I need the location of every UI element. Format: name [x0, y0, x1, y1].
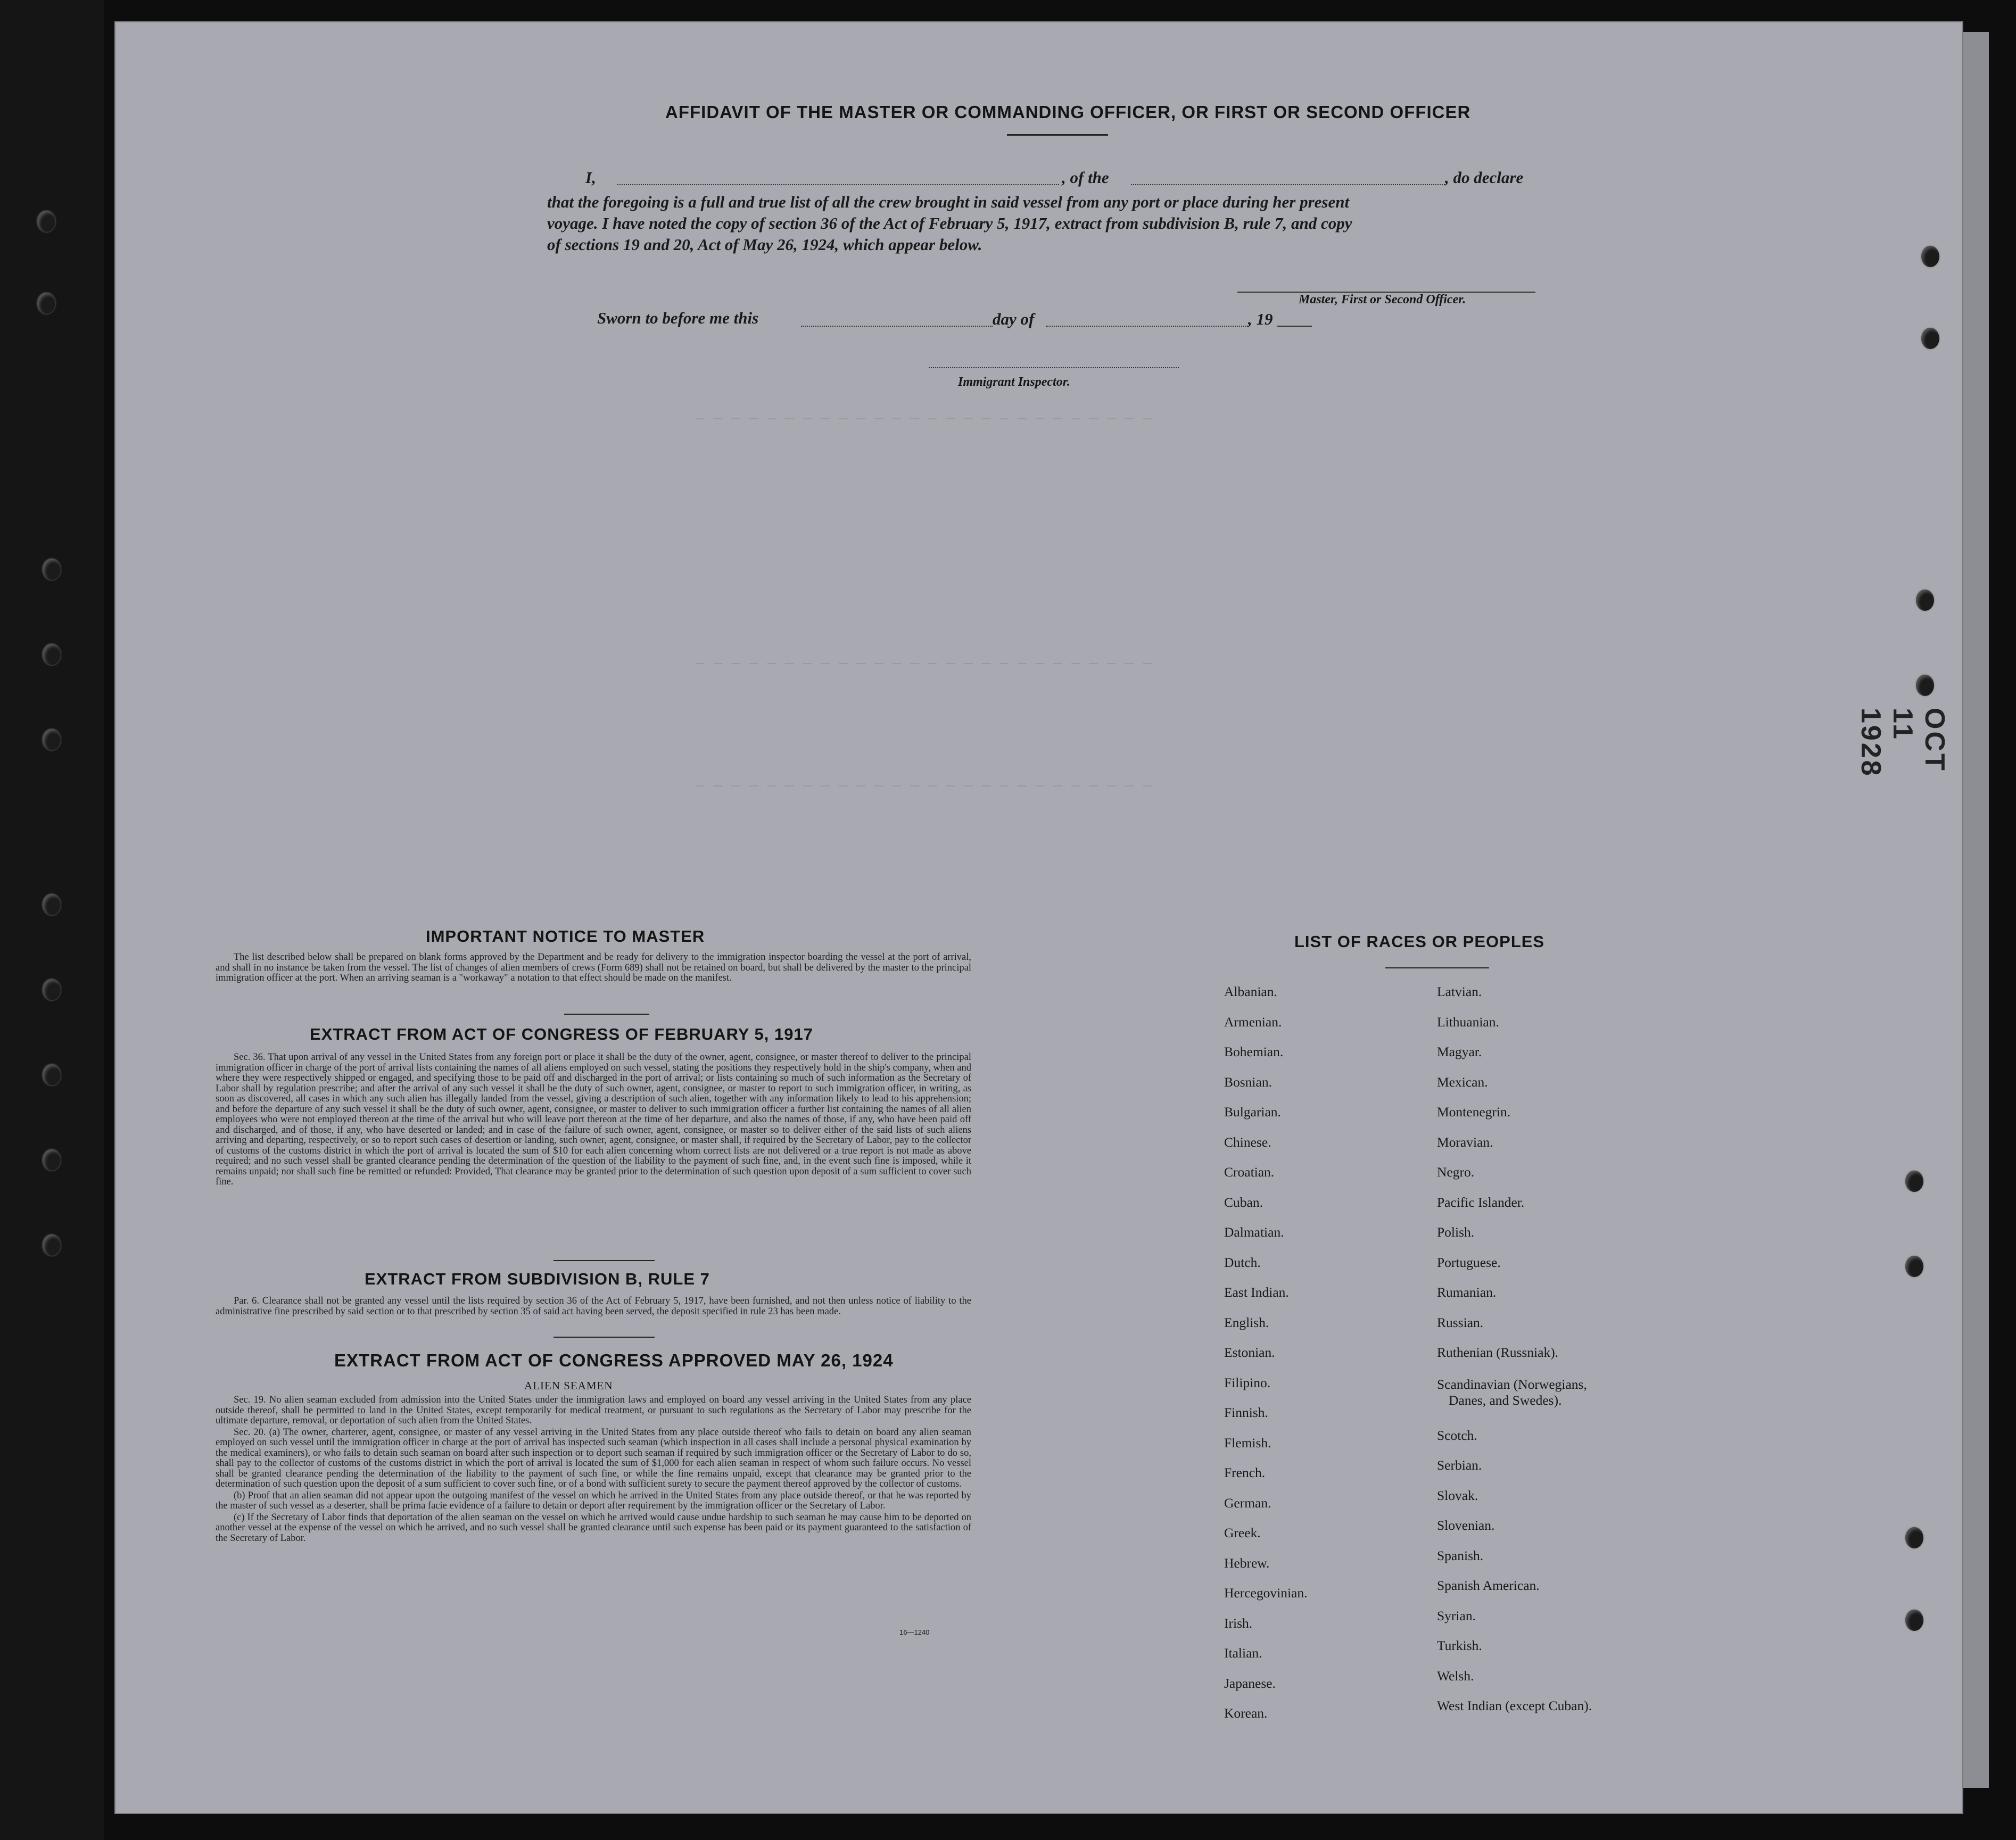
race-item: Bosnian.: [1224, 1074, 1272, 1090]
race-item: Russian.: [1437, 1314, 1484, 1330]
punch-hole: [43, 1064, 61, 1085]
races-left-column: [1224, 977, 1307, 1729]
punch-hole: [1905, 1527, 1923, 1548]
notice-title: IMPORTANT NOTICE TO MASTER: [426, 927, 705, 946]
race-item: Pacific Islander.: [1437, 1194, 1525, 1210]
date-stamp: OCT 11 1928: [1855, 708, 1950, 778]
race-item: Welsh.: [1437, 1668, 1474, 1684]
race-item: Syrian.: [1437, 1607, 1476, 1623]
section-20c-paragraph: (c) If the Secretary of Labor finds that deportation of the alien seaman on the vessel on which he arrived would cause undue hardship to such seaman he may cause him to be deported on another vessel at the expense of the vessel on which he arrived, and no such vessel shall be granted clearance until such expense has been paid or its payment guaranteed to the satisfaction of the Secretary of Labor.: [216, 1512, 971, 1544]
races-title-underline: [1385, 967, 1489, 968]
of-the-label: , of the: [1062, 168, 1109, 187]
section-20b-paragraph: (b) Proof that an alien seaman did not appear upon the outgoing manifest of the vessel on which he arrived in the United States from any place outside thereof, or that he was reported by the master of such vessel as a deserter, shall be prima facie evidence of a failure to detain or deport after requirement by the immigration officer or the Secretary of Labor.: [216, 1490, 971, 1511]
race-item: Armenian.: [1224, 1014, 1282, 1030]
punch-hole: [1916, 590, 1934, 611]
binder-edge: [0, 0, 104, 1840]
race-item: Portuguese.: [1437, 1254, 1501, 1270]
race-item: German.: [1224, 1495, 1271, 1511]
race-item: Bulgarian.: [1224, 1104, 1281, 1120]
rule7-text: [216, 1296, 971, 1318]
race-item: Mexican.: [1437, 1074, 1488, 1090]
extract-1917-text: [216, 1052, 971, 1189]
affidavit-body-line3: of sections 19 and 20, Act of May 26, 1924, which appear below.: [547, 235, 982, 254]
race-item: Dutch.: [1224, 1254, 1261, 1270]
punch-hole: [43, 559, 61, 580]
races-title: LIST OF RACES OR PEOPLES: [1294, 932, 1545, 951]
race-item: Albanian.: [1224, 984, 1277, 999]
punch-hole: [37, 211, 55, 232]
race-item: Dalmatian.: [1224, 1224, 1284, 1240]
inspector-signature-line[interactable]: [929, 367, 1179, 368]
race-item: Turkish.: [1437, 1638, 1482, 1653]
year-label: , 19: [1248, 310, 1273, 328]
race-item: Montenegrin.: [1437, 1104, 1511, 1120]
manifest-page: [114, 21, 1963, 1814]
races-right-list-a: [1437, 977, 1592, 1368]
extract-1917-title: EXTRACT FROM ACT OF CONGRESS OF FEBRUARY 5, 1917: [310, 1025, 813, 1043]
race-item: Rumanian.: [1437, 1284, 1497, 1300]
affidavit-body-line1: that the foregoing is a full and true list of all the crew brought in said vessel from any port or place during her present: [547, 193, 1350, 211]
punch-hole: [43, 894, 61, 915]
bleed-through-text: — — — — — — — — — — — — — — — — — — — — — — — — — —: [696, 778, 1152, 794]
race-item: English.: [1224, 1314, 1269, 1330]
punch-hole: [1905, 1256, 1923, 1277]
race-item: Cuban.: [1224, 1194, 1263, 1210]
sworn-year-field[interactable]: [1277, 326, 1312, 327]
section-20a-paragraph: Sec. 20. (a) The owner, charterer, agent, consignee, or master of any vessel arriving in the United States from any place outside thereof who fails to detain on board any alien seaman employed on such vessel until the immigration officer in charge at the port of arrival has inspected such seaman (which inspection in all cases shall include a personal physical examination by the medical examiners), or who fails to detain such seaman on board after such inspection or to deport such seaman if required by such immigration officer or the Secretary of Labor to do so, shall pay to the collector of customs of the customs district in which the port of arrival is located the sum of $1,000 for each alien seaman in respect of whom such failure occurs. No vessel shall be granted clearance pending the determination of the liability to the payment of such fine, or while the fine remains unpaid, except that clearance may be granted prior to the determination of such question upon the deposit of a sum sufficient to cover such fine, or of a bond with sufficient surety to secure the payment thereof approved by the collector of customs.: [216, 1427, 971, 1489]
race-item: Croatian.: [1224, 1164, 1275, 1180]
race-item: Spanish.: [1437, 1547, 1484, 1563]
race-item: Filipino.: [1224, 1374, 1271, 1390]
race-item: Korean.: [1224, 1705, 1268, 1721]
extract-1924-text: [216, 1395, 971, 1545]
sworn-day-field[interactable]: [801, 326, 993, 327]
divider: [553, 1337, 655, 1338]
vessel-field[interactable]: [1131, 184, 1445, 185]
divider: [553, 1260, 655, 1261]
race-item: West Indian (except Cuban).: [1437, 1698, 1592, 1713]
races-right-list-b: [1437, 1421, 1592, 1721]
race-item: Danes, and Swedes).: [1449, 1392, 1562, 1408]
name-field[interactable]: [617, 184, 1059, 185]
rule7-paragraph: Par. 6. Clearance shall not be granted any vessel until the lists required by section 36 of the Act of February 5, 1917, have been furnished, and not then unless notice of liability to the administrative fine prescribed by said section or to that prescribed by section 35 of said act having been served, the deposit specified in rule 23 has been made.: [216, 1296, 971, 1317]
bleed-through-text: — — — — — — — — — — — — — — — — — — — — — — — — — —: [696, 411, 1152, 427]
do-declare-label: , do declare: [1445, 168, 1524, 187]
race-item: Estonian.: [1224, 1345, 1275, 1360]
race-item: Lithuanian.: [1437, 1014, 1499, 1030]
alien-seamen-subtitle: ALIEN SEAMEN: [524, 1379, 613, 1392]
punch-hole: [43, 729, 61, 750]
extract-1924-title: EXTRACT FROM ACT OF CONGRESS APPROVED MAY 26, 1924: [334, 1350, 894, 1370]
race-item: Latvian.: [1437, 984, 1482, 999]
race-item: Magyar.: [1437, 1044, 1482, 1059]
race-item: Finnish.: [1224, 1405, 1268, 1420]
race-item: Scandinavian (Norwegians,: [1437, 1376, 1587, 1392]
race-item: Chinese.: [1224, 1134, 1271, 1150]
race-item: Italian.: [1224, 1645, 1262, 1661]
race-item: East Indian.: [1224, 1284, 1289, 1300]
race-item: Slovak.: [1437, 1487, 1478, 1503]
punch-hole: [1905, 1171, 1923, 1192]
notice-text: [216, 952, 971, 985]
section-36-paragraph: Sec. 36. That upon arrival of any vessel in the United States from any foreign port or place it shall be the duty of the owner, agent, consignee, or master thereof to deliver to the principal immigration officer in charge of the port of arrival lists containing the names of all aliens employed on such vessel, stating the positions they respectively hold in the ship's company, when and where they were respectively shipped or engaged, and specifying those to be paid off and discharged in the port of arrival; or lists containing so much of such information as the Secretary of Labor shall by regulation prescribe; and after the arrival of any such vessel it shall be the duty of such owner, agent, consignee, or master to report to such immigration officer, in writing, as soon as discovered, all cases in which any such alien has illegally landed from the vessel, giving a description of such alien, together with any information likely to lead to his apprehension; and before the departure of any such vessel it shall be the duty of such owner, agent, consignee, or master to deliver to such immigration officer a further list containing the names of all alien employees who were not employed thereon at the time of the arrival but who will leave port thereon at the time of her departure, and also the names of those, if any, who have been paid off and discharged, and of those, if any, who have deserted or landed; and in case of the failure of such owner, agent, consignee, or master so to deliver either of the said lists of such aliens arriving and departing, respectively, or so to report such cases of desertion or landing, such owner, agent, consignee, or master shall, if required by the Secretary of Labor, pay to the collector of customs of the customs district in which the port of arrival is located the sum of $10 for each alien concerning whom correct lists are not delivered or a true report is not made as above required; and no such vessel shall be granted clearance pending the determination of the question of the liability to the payment of such fine, and, in the event such fine is imposed, while it remains unpaid; nor shall such fine be remitted or refunded: Provided, That clearance may be granted prior to the determination of such question upon deposit of a sum sufficient to cover such fine.: [216, 1052, 971, 1187]
punch-hole: [43, 979, 61, 1000]
punch-hole: [37, 293, 55, 314]
race-item: Hebrew.: [1224, 1555, 1270, 1571]
race-item: Flemish.: [1224, 1435, 1271, 1451]
race-item: Greek.: [1224, 1525, 1261, 1540]
race-item: Moravian.: [1437, 1134, 1493, 1150]
race-item: Spanish American.: [1437, 1578, 1540, 1593]
punch-hole: [1905, 1610, 1923, 1631]
race-item: Hercegovinian.: [1224, 1585, 1308, 1601]
signature-caption: Master, First or Second Officer.: [1299, 293, 1466, 306]
race-item: Polish.: [1437, 1224, 1475, 1240]
section-19-paragraph: Sec. 19. No alien seaman excluded from admission into the United States under the immigration laws and employed on board any vessel arriving in the United States from any place outside thereof, shall be permitted to land in the United States, except temporarily for medical treatment, or pursuant to such regulations as the Secretary of Labor may prescribe for the ultimate departure, removal, or deportation of such alien from the United States.: [216, 1395, 971, 1426]
race-item: French.: [1224, 1465, 1266, 1480]
rule7-title: EXTRACT FROM SUBDIVISION B, RULE 7: [365, 1270, 710, 1288]
race-item: Ruthenian (Russniak).: [1437, 1345, 1559, 1360]
race-item: Slovenian.: [1437, 1518, 1495, 1533]
sworn-month-field[interactable]: [1046, 326, 1248, 327]
race-item: Japanese.: [1224, 1675, 1276, 1691]
day-of-label: day of: [993, 310, 1035, 328]
sworn-label: Sworn to before me this: [597, 309, 759, 327]
punch-hole: [1921, 328, 1939, 349]
punch-hole: [43, 1234, 61, 1256]
punch-hole: [43, 1149, 61, 1171]
race-item: Negro.: [1437, 1164, 1475, 1180]
bleed-through-text: — — — — — — — — — — — — — — — — — — — — — — — — — —: [696, 656, 1152, 672]
races-right-column: [1437, 977, 1592, 1721]
title-underline: [1007, 134, 1108, 136]
notice-paragraph: The list described below shall be prepared on blank forms approved by the Department and be ready for delivery to the immigration inspector boarding the vessel at the port of arrival, and shall in no instance be taken from the vessel. The list of changes of alien members of crews (Form 689) shall not be retained on board, but shall be delivered by the master to the principal immigration officer at the port. When an arriving seaman is a "workaway" a notation to that effect should be made on the manifest.: [216, 952, 971, 983]
inspector-caption: Immigrant Inspector.: [958, 375, 1070, 389]
affidavit-title: AFFIDAVIT OF THE MASTER OR COMMANDING OFFICER, OR FIRST OR SECOND OFFICER: [665, 102, 1471, 122]
form-number: 16—1240: [899, 1628, 930, 1636]
divider: [564, 1014, 649, 1015]
race-item: Irish.: [1224, 1615, 1253, 1631]
race-item: Serbian.: [1437, 1457, 1482, 1473]
affidavit-body-line2: voyage. I have noted the copy of section 36 of the Act of February 5, 1917, extract from subdivision B, rule 7, and copy: [547, 214, 1352, 233]
race-item: Scotch.: [1437, 1427, 1477, 1443]
punch-hole: [1916, 675, 1934, 696]
i-label: I,: [585, 168, 596, 187]
punch-hole: [1921, 246, 1939, 267]
race-item: Bohemian.: [1224, 1044, 1284, 1059]
punch-hole: [43, 644, 61, 665]
